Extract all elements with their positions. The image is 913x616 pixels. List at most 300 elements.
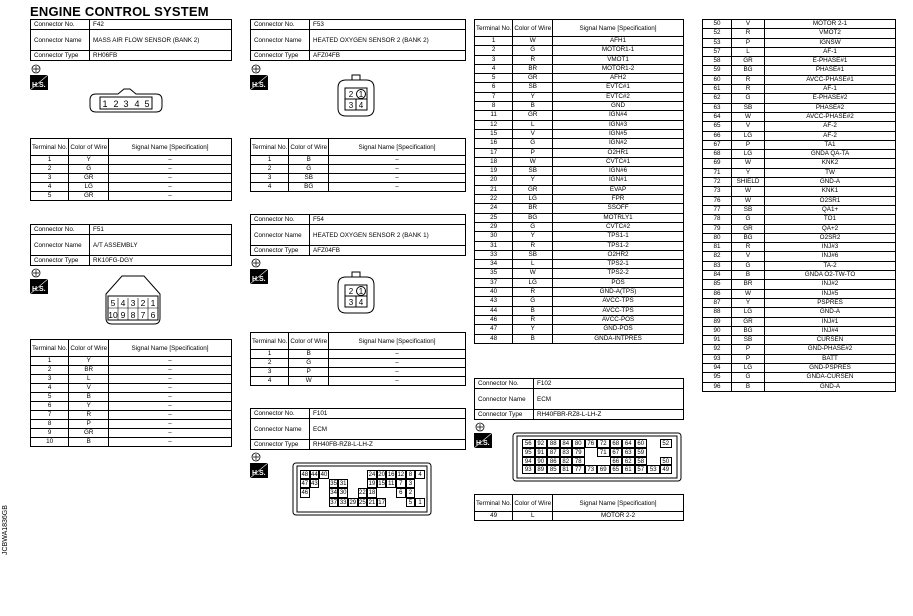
terminal-no-header: Terminal No.	[251, 139, 289, 156]
wire-color-cell: V	[69, 384, 109, 393]
terminal-no-cell: 22	[475, 195, 513, 204]
signal-name-cell: –	[109, 183, 232, 192]
terminal-no-cell: 57	[703, 47, 732, 56]
table-row	[703, 38, 896, 47]
pin-label: 3	[130, 298, 136, 308]
terminal-no-cell: 44	[475, 306, 513, 315]
signal-name-cell: AVCC-TPS	[553, 297, 684, 306]
terminal-no-cell: 60	[703, 75, 732, 84]
signal-name-cell: BATT	[765, 354, 896, 363]
connector-info-f102	[474, 378, 684, 420]
terminal-no-cell: 12	[475, 120, 513, 129]
terminal-no-cell: 9	[31, 429, 69, 438]
wire-color-cell: R	[513, 55, 553, 64]
pin-cell: 61	[622, 465, 635, 474]
signal-name-cell: TPS2-1	[553, 260, 684, 269]
pin-cell: 12	[397, 472, 405, 478]
connector-name-label: Connector Name	[31, 235, 90, 256]
terminal-no-cell: 95	[703, 373, 732, 382]
table-row	[703, 373, 896, 382]
wire-color-cell: GR	[513, 111, 553, 120]
terminal-no-cell: 1	[31, 156, 69, 165]
table-row	[31, 411, 232, 420]
wire-color-cell: B	[513, 306, 553, 315]
table-row	[475, 232, 684, 241]
table-row	[703, 47, 896, 56]
signal-name-cell: O2HR2	[553, 250, 684, 259]
signal-name-cell: PHASE#2	[765, 103, 896, 112]
signal-name-cell: –	[109, 393, 232, 402]
terminal-table-f53	[250, 138, 466, 192]
table-row	[703, 131, 896, 140]
table-row	[31, 402, 232, 411]
pin-cell	[386, 498, 396, 507]
signal-name-cell: MOTOR 2-1	[765, 20, 896, 29]
terminal-no-cell: 47	[475, 325, 513, 334]
connector-type: AFZ04FB	[310, 51, 466, 61]
signal-name-cell: INJ#2	[765, 280, 896, 289]
wire-color-header: Color of Wire	[69, 340, 109, 357]
wire-color-cell: V	[732, 20, 765, 29]
pin-cell	[338, 470, 348, 479]
terminal-no-cell: 50	[703, 20, 732, 29]
pin-label: 2	[113, 99, 119, 109]
terminal-no-cell: 8	[475, 102, 513, 111]
signal-name-cell: –	[329, 350, 466, 359]
table-row	[475, 129, 684, 138]
connector-info-f51	[30, 224, 232, 266]
pin-cell: 89	[535, 465, 548, 474]
signal-name-cell: E-PHASE#1	[765, 57, 896, 66]
wire-color-cell: R	[732, 85, 765, 94]
terminal-no-cell: 94	[703, 363, 732, 372]
signal-name-cell: IGN#6	[553, 167, 684, 176]
terminal-no-cell: 2	[475, 46, 513, 55]
svg-text:H.S.: H.S.	[252, 82, 266, 89]
terminal-no-cell: 46	[475, 315, 513, 324]
wire-color-cell: B	[732, 382, 765, 391]
pin-cell: 64	[622, 439, 635, 448]
pin-cell: 19	[368, 481, 376, 488]
wire-color-cell: B	[69, 438, 109, 447]
pin-cell: 33	[339, 499, 347, 506]
signal-name-cell: TW	[765, 168, 896, 177]
wire-color-header: Color of Wire	[289, 333, 329, 350]
pin-cell: 15	[378, 481, 385, 488]
connector-no: F102	[534, 379, 684, 389]
table-row	[703, 57, 896, 66]
wire-color-cell: W	[732, 159, 765, 168]
signal-name-cell: –	[329, 377, 466, 386]
table-row	[251, 368, 466, 377]
pin-cell: 59	[635, 448, 648, 457]
wire-color-cell: BG	[732, 326, 765, 335]
wire-color-cell: L	[732, 47, 765, 56]
wire-color-cell: LG	[732, 131, 765, 140]
wire-color-cell: LG	[732, 308, 765, 317]
connector-no-label: Connector No.	[251, 409, 310, 419]
terminal-no-cell: 4	[31, 384, 69, 393]
wire-color-cell: G	[513, 297, 553, 306]
connector-type: RK10FG-DGY	[90, 256, 232, 266]
wire-color-cell: R	[732, 243, 765, 252]
terminal-no-cell: 63	[703, 103, 732, 112]
terminal-no-cell: 81	[703, 243, 732, 252]
table-row	[251, 156, 466, 165]
wire-color-cell: W	[732, 187, 765, 196]
terminal-no-cell: 16	[475, 139, 513, 148]
wire-color-cell: B	[69, 393, 109, 402]
hs-icon	[30, 268, 48, 299]
svg-text:H.S.: H.S.	[476, 440, 490, 447]
signal-name-cell: –	[109, 429, 232, 438]
table-row	[703, 326, 896, 335]
wire-color-cell: GR	[69, 192, 109, 201]
wire-color-cell: L	[69, 375, 109, 384]
wire-color-cell: P	[732, 354, 765, 363]
pin-cell: 20	[378, 472, 385, 478]
signal-name-cell: AF-2	[765, 122, 896, 131]
terminal-no-cell: 77	[703, 205, 732, 214]
connector-no: F54	[310, 215, 466, 225]
table-row	[31, 357, 232, 366]
pin-cell: 18	[368, 490, 376, 497]
wire-color-cell: G	[289, 359, 329, 368]
signal-name-cell: AF-1	[765, 47, 896, 56]
table-row	[251, 165, 466, 174]
wire-color-header: Color of Wire	[69, 139, 109, 156]
table-row	[703, 75, 896, 84]
table-row	[475, 325, 684, 334]
terminal-no-cell: 84	[703, 271, 732, 280]
terminal-no-cell: 3	[31, 174, 69, 183]
pin-label: 8	[130, 310, 136, 320]
signal-name-cell: GNDA-INTPRES	[553, 334, 684, 343]
terminal-no-cell: 40	[475, 288, 513, 297]
terminal-no-cell: 93	[703, 354, 732, 363]
svg-text:H.S.: H.S.	[32, 82, 46, 89]
pin-label: 1	[102, 99, 108, 109]
pin-cell	[396, 498, 406, 507]
pin-cell	[319, 479, 329, 488]
pin-cell: 50	[660, 457, 673, 466]
pin-cell	[597, 457, 610, 466]
signal-name-cell: TPS1-1	[553, 232, 684, 241]
pin-label: 3	[123, 99, 129, 109]
signal-name-cell: GND-POS	[553, 325, 684, 334]
connector-no: F42	[90, 20, 232, 30]
wire-color-cell: B	[513, 334, 553, 343]
terminal-table-f51	[30, 339, 232, 447]
pin-cell: 22	[359, 490, 366, 497]
signal-header: Signal Name [Specification]	[109, 340, 232, 357]
connector-type-label: Connector Type	[251, 246, 310, 256]
pin-label: 1	[150, 298, 156, 308]
pin-cell: 73	[585, 465, 598, 474]
terminal-no-cell: 3	[475, 55, 513, 64]
terminal-no-cell: 48	[475, 334, 513, 343]
terminal-no-cell: 7	[31, 411, 69, 420]
signal-name-cell: –	[109, 156, 232, 165]
table-row	[475, 55, 684, 64]
terminal-no-cell: 71	[703, 168, 732, 177]
pin-cell: 94	[522, 457, 535, 466]
terminal-no-cell: 30	[475, 232, 513, 241]
table-row	[475, 120, 684, 129]
connector-type-label: Connector Type	[251, 440, 310, 450]
terminal-no-cell: 76	[703, 196, 732, 205]
terminal-no-cell: 17	[475, 148, 513, 157]
signal-name-cell: QA1+	[765, 205, 896, 214]
table-row	[703, 354, 896, 363]
wire-color-cell: BG	[289, 183, 329, 192]
signal-name-cell: POS	[553, 278, 684, 287]
pin-cell	[386, 488, 396, 497]
table-row	[251, 377, 466, 386]
terminal-no-cell: 5	[31, 192, 69, 201]
table-row	[251, 183, 466, 192]
pin-cell: 80	[572, 439, 585, 448]
pin-cell: 56	[522, 439, 535, 448]
pin-cell: 69	[597, 465, 610, 474]
pin-label: 4	[358, 298, 364, 307]
hs-icon	[250, 452, 268, 483]
table-row	[703, 289, 896, 298]
wire-color-cell: G	[513, 222, 553, 231]
pin-label: 3	[348, 101, 354, 110]
signal-name-cell: –	[109, 192, 232, 201]
table-row	[703, 261, 896, 270]
table-row	[31, 183, 232, 192]
pin-cell: 93	[522, 465, 535, 474]
terminal-no-header: Terminal No.	[31, 139, 69, 156]
wire-color-cell: SB	[513, 250, 553, 259]
wire-color-cell: GR	[513, 74, 553, 83]
table-row	[703, 122, 896, 131]
signal-name-cell: GND-PSPRES	[765, 363, 896, 372]
table-row	[475, 111, 684, 120]
wire-color-cell: G	[732, 373, 765, 382]
table-row	[475, 148, 684, 157]
connector-no-label: Connector No.	[475, 379, 534, 389]
terminal-table-f101	[474, 19, 684, 344]
signal-name-cell: –	[109, 438, 232, 447]
signal-name-cell: GND-PHASE#2	[765, 345, 896, 354]
table-row	[703, 196, 896, 205]
pin-cell	[348, 488, 358, 497]
pin-cell: 60	[635, 439, 648, 448]
pin-cell	[647, 457, 660, 466]
signal-name-cell: AVCC-PHASE#1	[765, 75, 896, 84]
wire-color-cell: V	[732, 252, 765, 261]
pin-cell: 92	[535, 439, 548, 448]
table-row	[475, 315, 684, 324]
table-row	[703, 336, 896, 345]
terminal-no-cell: 86	[703, 289, 732, 298]
terminal-table-f102-continued	[702, 19, 896, 392]
wire-color-cell: G	[732, 215, 765, 224]
wire-color-cell: R	[513, 241, 553, 250]
wire-color-cell: W	[732, 196, 765, 205]
signal-name-cell: –	[109, 375, 232, 384]
terminal-no-cell: 6	[31, 402, 69, 411]
terminal-no-cell: 69	[703, 159, 732, 168]
signal-name-cell: TPS1-2	[553, 241, 684, 250]
signal-header: Signal Name [Specification]	[553, 495, 684, 512]
svg-text:H.S.: H.S.	[32, 286, 46, 293]
terminal-no-cell: 4	[31, 183, 69, 192]
table-row	[703, 345, 896, 354]
table-row	[251, 174, 466, 183]
terminal-no-cell: 64	[703, 112, 732, 121]
pin-cell: 4	[415, 470, 425, 479]
pin-cell	[358, 470, 368, 479]
signal-name-cell: EVTC#2	[553, 92, 684, 101]
connector-no: F51	[90, 225, 232, 235]
signal-name-cell: TPS2-2	[553, 269, 684, 278]
wire-color-header: Color of Wire	[289, 139, 329, 156]
table-row	[31, 393, 232, 402]
terminal-no-cell: 90	[703, 326, 732, 335]
wire-color-cell: B	[732, 271, 765, 280]
terminal-no-cell: 72	[703, 178, 732, 187]
wire-color-cell: G	[289, 165, 329, 174]
table-row	[703, 280, 896, 289]
terminal-no-header: Terminal No.	[251, 333, 289, 350]
table-row	[703, 363, 896, 372]
table-row	[475, 241, 684, 250]
table-row	[31, 156, 232, 165]
connector-type-label: Connector Type	[31, 256, 90, 266]
signal-name-cell: TA-2	[765, 261, 896, 270]
terminal-no-cell: 49	[475, 512, 513, 521]
pin-cell: 90	[535, 457, 548, 466]
wire-color-cell: SB	[732, 205, 765, 214]
signal-name-cell: IGN#5	[553, 129, 684, 138]
pin-cell: 65	[610, 465, 623, 474]
terminal-no-cell: 34	[475, 260, 513, 269]
wire-color-cell: G	[732, 261, 765, 270]
pin-cell: 48	[301, 472, 309, 478]
wire-color-cell: BR	[513, 64, 553, 73]
terminal-no-cell: 37	[475, 278, 513, 287]
table-row	[475, 64, 684, 73]
table-row	[31, 438, 232, 447]
signal-name-cell: QA+2	[765, 224, 896, 233]
pin-label: 2	[348, 287, 354, 296]
signal-name-cell: PSPRES	[765, 298, 896, 307]
signal-name-cell: O2HR1	[553, 148, 684, 157]
table-row	[475, 176, 684, 185]
wire-color-cell: P	[513, 148, 553, 157]
connector-type: RH40FB-RZ8-L-LH-Z	[310, 440, 466, 450]
signal-name-cell: GND-A	[765, 308, 896, 317]
wire-color-cell: B	[513, 102, 553, 111]
table-row	[31, 366, 232, 375]
pin-cell	[415, 488, 425, 497]
connector-diagram-f53	[336, 74, 376, 118]
terminal-no-cell: 52	[703, 29, 732, 38]
pin-label: 5	[110, 298, 116, 308]
pin-cell: 17	[378, 499, 385, 506]
pin-cell: 44	[311, 472, 318, 478]
terminal-no-cell: 1	[475, 37, 513, 46]
connector-type: AFZ04FB	[310, 246, 466, 256]
f42-pins	[102, 99, 149, 109]
connector-name-label: Connector Name	[31, 30, 90, 51]
table-row	[475, 157, 684, 166]
table-row	[475, 250, 684, 259]
table-row	[703, 298, 896, 307]
terminal-no-cell: 78	[703, 215, 732, 224]
wire-color-cell: SB	[732, 103, 765, 112]
signal-name-cell: –	[109, 420, 232, 429]
signal-name-cell: FPR	[553, 195, 684, 204]
table-row	[475, 222, 684, 231]
wire-color-cell: Y	[732, 168, 765, 177]
table-row	[703, 178, 896, 187]
terminal-no-cell: 4	[475, 64, 513, 73]
signal-name-cell: KNK2	[765, 159, 896, 168]
terminal-no-cell: 31	[475, 241, 513, 250]
terminal-no-cell: 4	[251, 183, 289, 192]
pin-cell	[647, 448, 660, 457]
table-row	[703, 382, 896, 391]
table-row	[703, 66, 896, 75]
wire-color-cell: B	[289, 350, 329, 359]
wire-color-cell: GR	[732, 57, 765, 66]
wire-color-cell: SB	[513, 167, 553, 176]
terminal-no-cell: 88	[703, 308, 732, 317]
connector-name-label: Connector Name	[251, 225, 310, 246]
table-row	[703, 215, 896, 224]
pin-label: 3	[348, 298, 354, 307]
terminal-no-cell: 10	[31, 438, 69, 447]
wire-color-cell: W	[732, 112, 765, 121]
pin-cell: 6	[396, 488, 406, 497]
pin-cell: 86	[547, 457, 560, 466]
connector-name: HEATED OXYGEN SENSOR 2 (BANK 1)	[310, 225, 466, 246]
pin-label: 5	[144, 99, 150, 109]
table-row	[475, 139, 684, 148]
connector-info-f101	[250, 408, 466, 450]
table-row	[703, 29, 896, 38]
signal-name-cell: GNDA-CURSEN	[765, 373, 896, 382]
pin-cell: 71	[597, 448, 610, 457]
pin-cell: 67	[610, 448, 623, 457]
connector-no-label: Connector No.	[251, 20, 310, 30]
pin-cell: 31	[339, 481, 347, 488]
figure-code: JCBWA1836GB	[2, 505, 9, 555]
table-row	[703, 187, 896, 196]
table-row	[31, 375, 232, 384]
wire-color-cell: GR	[513, 185, 553, 194]
signal-header: Signal Name [Specification]	[329, 139, 466, 156]
table-row	[475, 102, 684, 111]
pin-cell: 87	[547, 448, 560, 457]
wire-color-cell: SB	[732, 336, 765, 345]
connector-info-f54	[250, 214, 466, 256]
wire-color-cell: SB	[513, 83, 553, 92]
table-row	[475, 74, 684, 83]
wire-color-cell: W	[289, 377, 329, 386]
connector-no-label: Connector No.	[251, 215, 310, 225]
signal-name-cell: IGN#1	[553, 176, 684, 185]
table-row	[31, 384, 232, 393]
pin-label: 1	[358, 287, 364, 296]
wire-color-cell: Y	[69, 402, 109, 411]
connector-name-label: Connector Name	[475, 389, 534, 410]
